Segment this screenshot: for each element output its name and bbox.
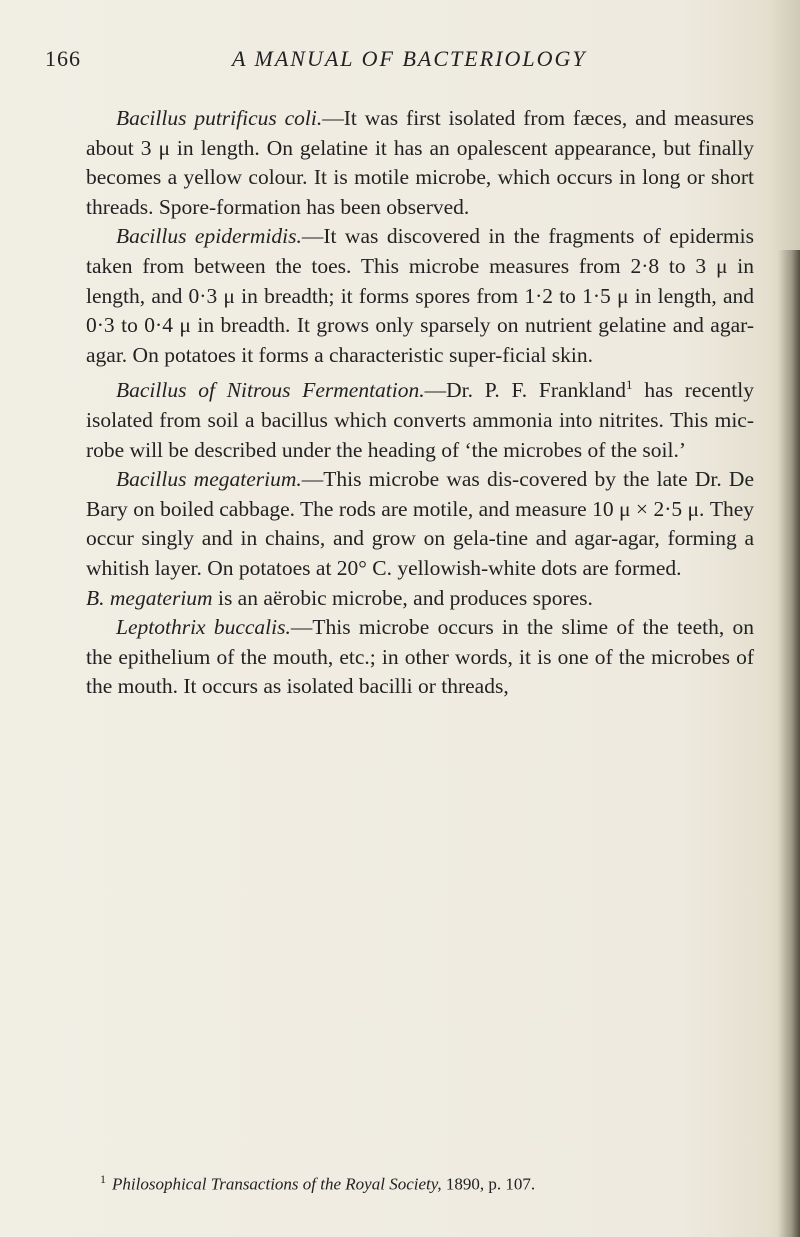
- paragraph-epidermidis: [86, 222, 754, 370]
- paragraph-text: —It was first isolated from fæces, and measures about 3 μ in length. On gelatine it has an opalescent appearance, but finally becomes a yellow colour. It is motile microbe, which occurs in long or short threads. Spore-formation has been observed.: [86, 106, 755, 219]
- footnote: [86, 1172, 754, 1195]
- paragraph-megaterium: [86, 465, 754, 583]
- paragraph-text-lead: —Dr. P. F. Frankland: [424, 378, 627, 403]
- paragraph-megaterium-aerobic: [86, 584, 754, 614]
- species-term: Bacillus megaterium.: [116, 467, 302, 492]
- paragraph-text: —This microbe occurs in the slime of the teeth, on the epithelium of the mouth, etc.; in other words, it is one of the microbes of the mouth. It occurs as isolated bacilli or threads,: [86, 615, 754, 699]
- paragraph-text: —It was discovered in the fragments of epidermis taken from between the toes. This microbe measures from 2·8 to 3 μ in length, and 0·3 μ in breadth; it forms spores from 1·2 to 1·5 μ in length, and 0·3 to 0·4 μ in breadth. It grows only sparsely on nutrient gelatine and agar-agar. On potatoes it forms a characteristic super-ficial skin.: [86, 224, 754, 367]
- running-title: A MANUAL OF BACTERIOLOGY: [232, 46, 587, 71]
- species-term: B. megaterium: [86, 585, 213, 610]
- species-term: Leptothrix buccalis.: [116, 615, 291, 640]
- paragraph-nitrous-fermentation: [86, 370, 754, 465]
- species-term: Bacillus epidermidis.: [116, 224, 302, 249]
- page-number: 166: [45, 46, 81, 71]
- paragraph-text: is an aërobic microbe, and produces spores.: [212, 585, 593, 610]
- page-edge-shadow: [778, 250, 800, 1237]
- footnote-source: Philosophical Transactions of the Royal Society,: [112, 1174, 442, 1194]
- footnote-details: 1890, p. 107.: [441, 1174, 536, 1194]
- footnote-marker: 1: [100, 1172, 106, 1186]
- paragraph-leptothrix-buccalis: [86, 613, 754, 702]
- paragraph-putrificus-coli: [86, 104, 754, 222]
- species-term: Bacillus of Nitrous Fermentation.: [116, 378, 425, 403]
- species-term: Bacillus putrificus coli.: [116, 106, 323, 130]
- paragraph-text: —This microbe was dis-covered by the late Dr. De Bary on boiled cabbage. The rods are motile, and measure 10 μ × 2·5 μ. They occur singly and in chains, and grow on gela-tine and agar-agar, forming a whitish layer. On potatoes at 20° C. yellowish-white dots are formed.: [86, 467, 754, 581]
- body-text: [86, 104, 754, 702]
- paragraph-text: has recently isolated from soil a bacillus which converts ammonia into nitrites. This mic-robe will be described under the heading of ‘the microbes of the soil.’: [86, 378, 754, 462]
- footnote-reference: 1: [626, 377, 633, 393]
